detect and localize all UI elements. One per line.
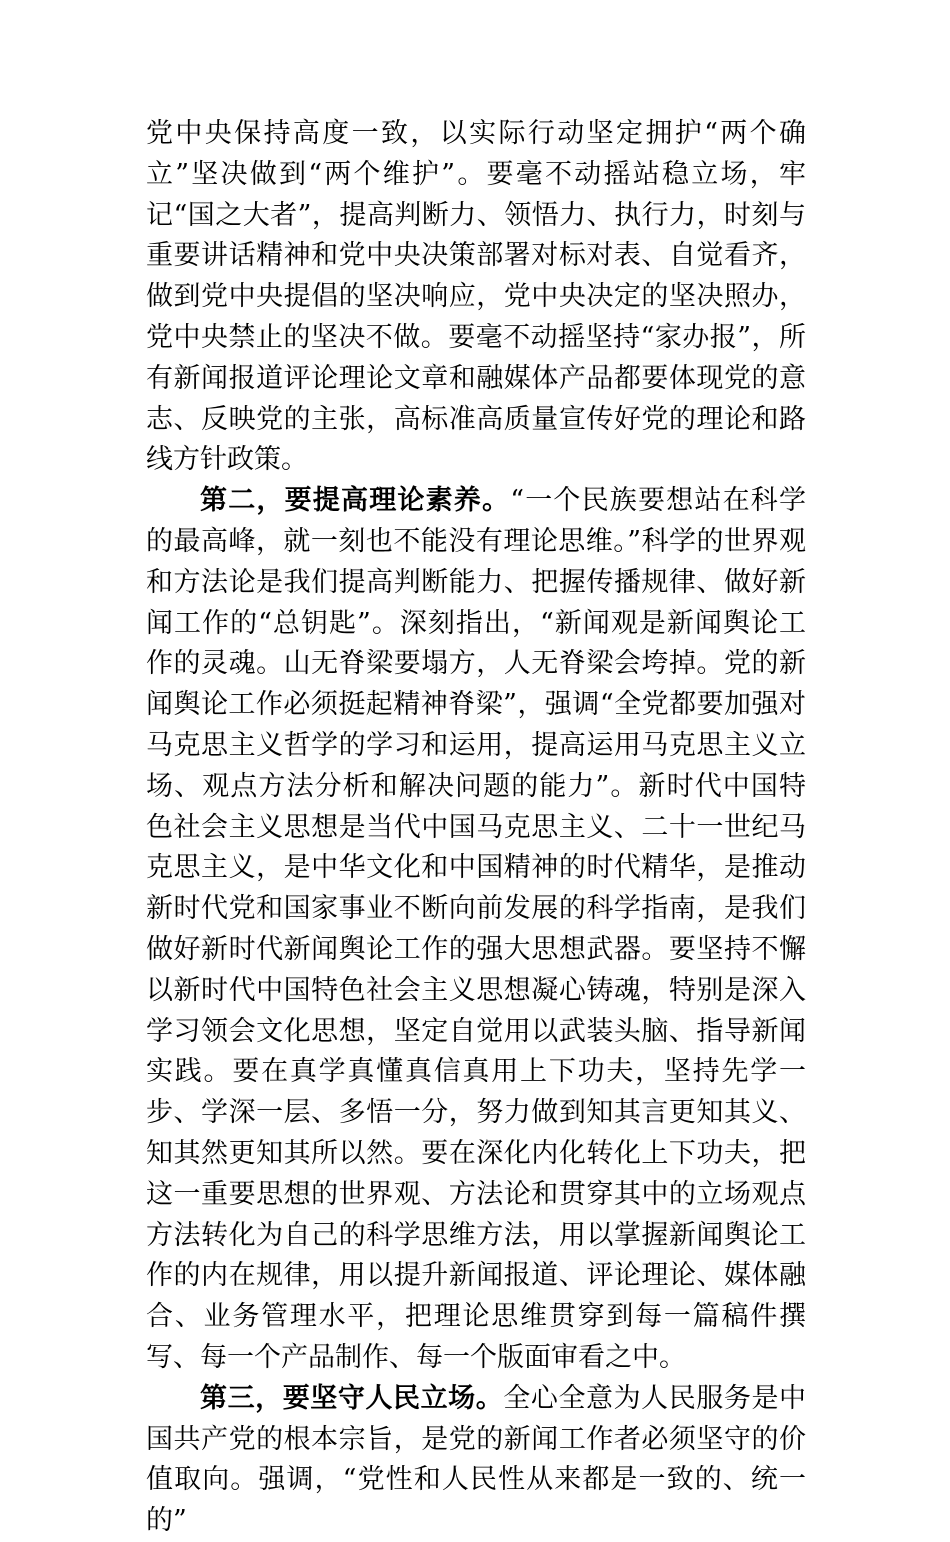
document-page — [146, 114, 806, 1542]
paragraph-body: 党中央保持高度一致，以实际行动坚定拥护“两个确立”坚决做到“两个维护”。要毫不动摇站稳立场，牢记“国之大者”，提高判断力、领悟力、执行力，时刻与重要讲话精神和党中央决策部署对标对表、自觉看齐，做到党中央提倡的坚决响应，党中央决定的坚决照办，党中央禁止的坚决不做。要毫不动摇坚持“家办报”，所有新闻报道评论理论文章和融媒体产品都要体现党的意志、反映党的主张，高标准高质量宣传好党的理论和路线方针政策。 — [146, 118, 806, 476]
paragraph-people — [146, 1379, 806, 1542]
paragraph-lead-heading: 第二，要提高理论素养。 — [200, 485, 511, 517]
paragraph-continued — [146, 114, 806, 481]
paragraph-body: 全心全意为人民服务是中国共产党的根本宗旨，是党的新闻工作者必须坚守的价值取向。强调，“党性和人民性从来都是一致的、统一的” — [146, 1382, 807, 1537]
paragraph-lead-heading: 第三，要坚守人民立场。 — [200, 1382, 504, 1414]
paragraph-theory — [146, 481, 806, 1379]
paragraph-body: “一个民族要想站在科学的最高峰，就一刻也不能没有理论思维。”科学的世界观和方法论是我们提高判断能力、把握传播规律、做好新闻工作的“总钥匙”。深刻指出，“新闻观是新闻舆论工作的灵魂。山无脊梁要塌方，人无脊梁会垮掉。党的新闻舆论工作必须挺起精神脊梁”，强调“全党都要加强对马克思主义哲学的学习和运用，提高运用马克思主义立场、观点方法分析和解决问题的能力”。新时代中国特色社会主义思想是当代中国马克思主义、二十一世纪马克思主义，是中华文化和中国精神的时代精华，是推动新时代党和国家事业不断向前发展的科学指南，是我们做好新时代新闻舆论工作的强大思想武器。要坚持不懈以新时代中国特色社会主义思想凝心铸魂，特别是深入学习领会文化思想，坚定自觉用以武装头脑、指导新闻实践。要在真学真懂真信真用上下功夫，坚持先学一步、学深一层、多悟一分，努力做到知其言更知其义、知其然更知其所以然。要在深化内化转化上下功夫，把这一重要思想的世界观、方法论和贯穿其中的立场观点方法转化为自己的科学思维方法，用以掌握新闻舆论工作的内在规律，用以提升新闻报道、评论理论、媒体融合、业务管理水平，把理论思维贯穿到每一篇稿件撰写、每一个产品制作、每一个版面审看之中。 — [146, 485, 806, 1373]
